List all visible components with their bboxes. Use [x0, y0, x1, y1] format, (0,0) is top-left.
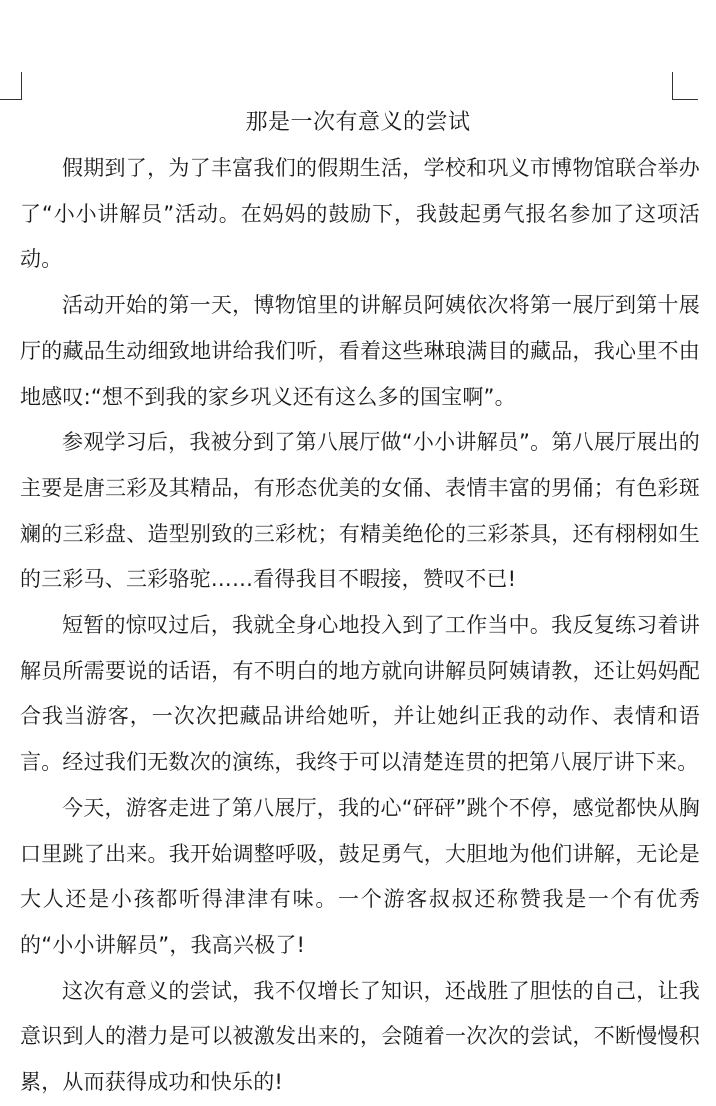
paragraph-4: 短暂的惊叹过后，我就全身心地投入到了工作当中。我反复练习着讲解员所需要说的话语，有不明白的地方就向讲解员阿姨请教，还让妈妈配合我当游客，一次次把藏品讲给她听，并让她纠正我的动作、表情和语言。经过我们无数次的演练，我终于可以清楚连贯的把第八展厅讲下来。	[20, 613, 700, 775]
paragraph-3: 参观学习后，我被分到了第八展厅做“小小讲解员”。第八展厅展出的主要是唐三彩及其精品，有形态优美的女俑、表情丰富的男俑；有色彩斑斓的三彩盘、造型别致的三彩枕；有精美绝伦的三彩茶具，还有栩栩如生的三彩马、三彩骆驼……看得我目不暇接，赞叹不已!	[20, 430, 700, 592]
paragraph-1: 假期到了，为了丰富我们的假期生活，学校和巩义市博物馆联合举办了“小小讲解员”活动。在妈妈的鼓励下，我鼓起勇气报名参加了这项活动。	[20, 156, 700, 272]
paragraph-6: 这次有意义的尝试，我不仅增长了知识，还战胜了胆怯的自己，让我意识到人的潜力是可以被激发出来的，会随着一次次的尝试，不断慢慢积累，从而获得成功和快乐的!	[20, 978, 700, 1095]
document-title: 那是一次有意义的尝试	[245, 110, 471, 135]
paragraph-5: 今天，游客走进了第八展厅，我的心“砰砰”跳个不停，感觉都快从胸口里跳了出来。我开始调整呼吸，鼓足勇气，大胆地为他们讲解，无论是大人还是小孩都听得津津有味。一个游客叔叔还称赞我是一个有优秀的“小小讲解员”，我高兴极了!	[20, 795, 700, 957]
paragraph-2: 活动开始的第一天，博物馆里的讲解员阿姨依次将第一展厅到第十展厅的藏品生动细致地讲给我们听，看着这些琳琅满目的藏品，我心里不由地感叹:“想不到我的家乡巩义还有这么多的国宝啊”。	[20, 293, 700, 409]
margin-corner-mark-right	[672, 72, 698, 100]
margin-corner-mark-left	[0, 72, 22, 100]
document-body	[20, 146, 700, 1106]
